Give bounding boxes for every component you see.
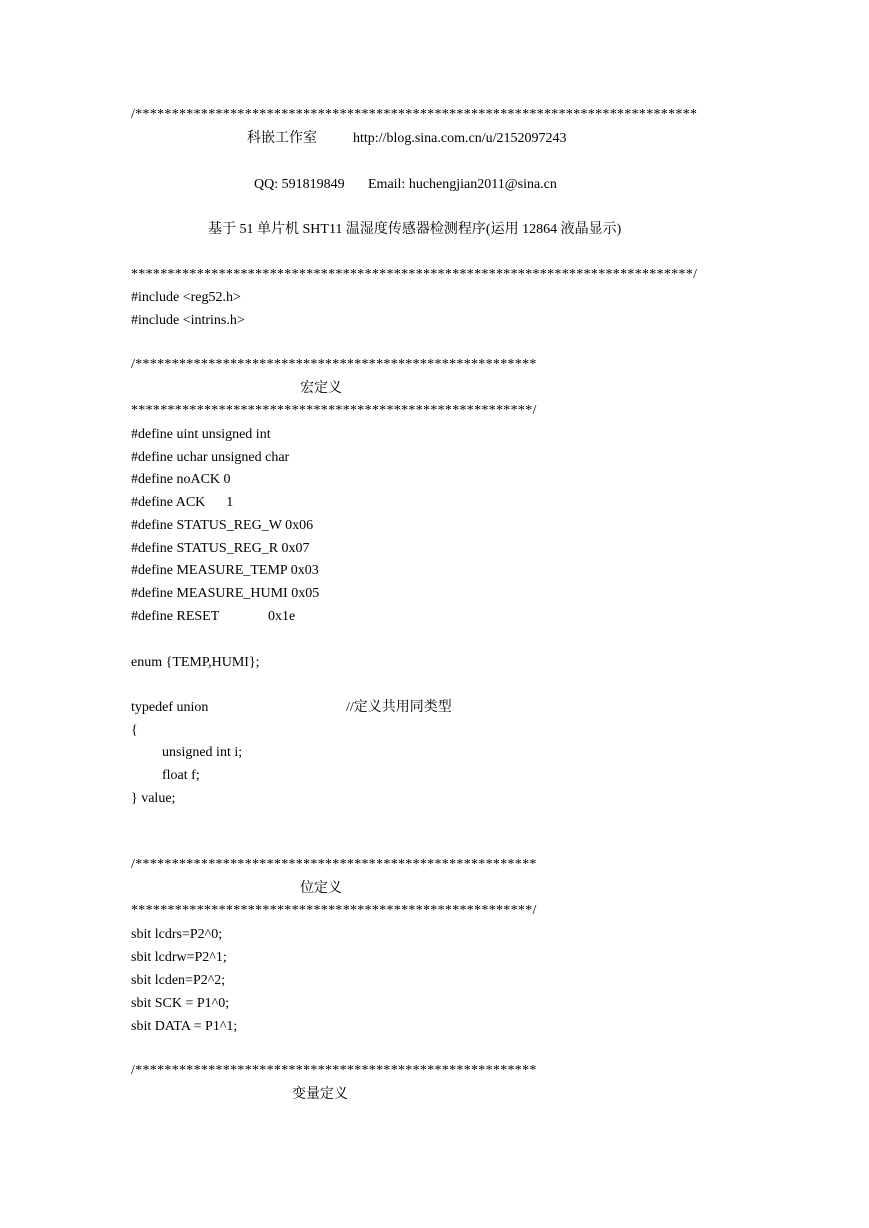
define-line: #define STATUS_REG_W 0x06 <box>131 518 314 533</box>
bit-section-top-border: /******************************************************* <box>131 857 537 872</box>
typedef-close: } value; <box>131 791 176 806</box>
sbit-line: sbit lcden=P2^2; <box>131 973 226 988</box>
typedef-head: typedef union <box>131 700 209 715</box>
typedef-open-brace: { <box>131 723 138 738</box>
macro-section-title: 宏定义 <box>300 381 342 396</box>
header-top-border: /***************************************************************************** <box>131 107 698 122</box>
define-line: #define uint unsigned int <box>131 427 271 442</box>
typedef-comment: //定义共用同类型 <box>346 700 452 715</box>
sbit-line: sbit SCK = P1^0; <box>131 996 230 1011</box>
include-line: #include <reg52.h> <box>131 290 241 305</box>
studio-name: 科嵌工作室 <box>247 131 317 146</box>
define-line: #define STATUS_REG_R 0x07 <box>131 541 310 556</box>
var-section-title: 变量定义 <box>292 1087 348 1102</box>
define-line: #define ACK 1 <box>131 495 234 510</box>
sbit-line: sbit DATA = P1^1; <box>131 1019 238 1034</box>
define-line: #define MEASURE_HUMI 0x05 <box>131 586 320 601</box>
sbit-line: sbit lcdrs=P2^0; <box>131 927 223 942</box>
blog-url: http://blog.sina.com.cn/u/2152097243 <box>353 131 567 146</box>
var-section-top-border: /******************************************************* <box>131 1063 537 1078</box>
header-bottom-border: *****************************************************************************/ <box>131 267 698 282</box>
macro-section-bottom-border: *******************************************************/ <box>131 403 537 418</box>
qq-number: QQ: 591819849 <box>254 177 345 192</box>
typedef-member: unsigned int i; <box>162 745 243 760</box>
macro-section-top-border: /******************************************************* <box>131 357 537 372</box>
sbit-line: sbit lcdrw=P2^1; <box>131 950 227 965</box>
bit-section-bottom-border: *******************************************************/ <box>131 903 537 918</box>
define-line: #define noACK 0 <box>131 472 231 487</box>
email-address: Email: huchengjian2011@sina.cn <box>368 177 557 192</box>
define-line: #define RESET 0x1e <box>131 609 296 624</box>
include-line: #include <intrins.h> <box>131 313 245 328</box>
typedef-member: float f; <box>162 768 200 783</box>
bit-section-title: 位定义 <box>300 881 342 896</box>
define-line: #define uchar unsigned char <box>131 450 290 465</box>
program-title: 基于 51 单片机 SHT11 温湿度传感器检测程序(运用 12864 液晶显示) <box>208 222 622 237</box>
define-line: #define MEASURE_TEMP 0x03 <box>131 563 319 578</box>
enum-line: enum {TEMP,HUMI}; <box>131 655 260 670</box>
